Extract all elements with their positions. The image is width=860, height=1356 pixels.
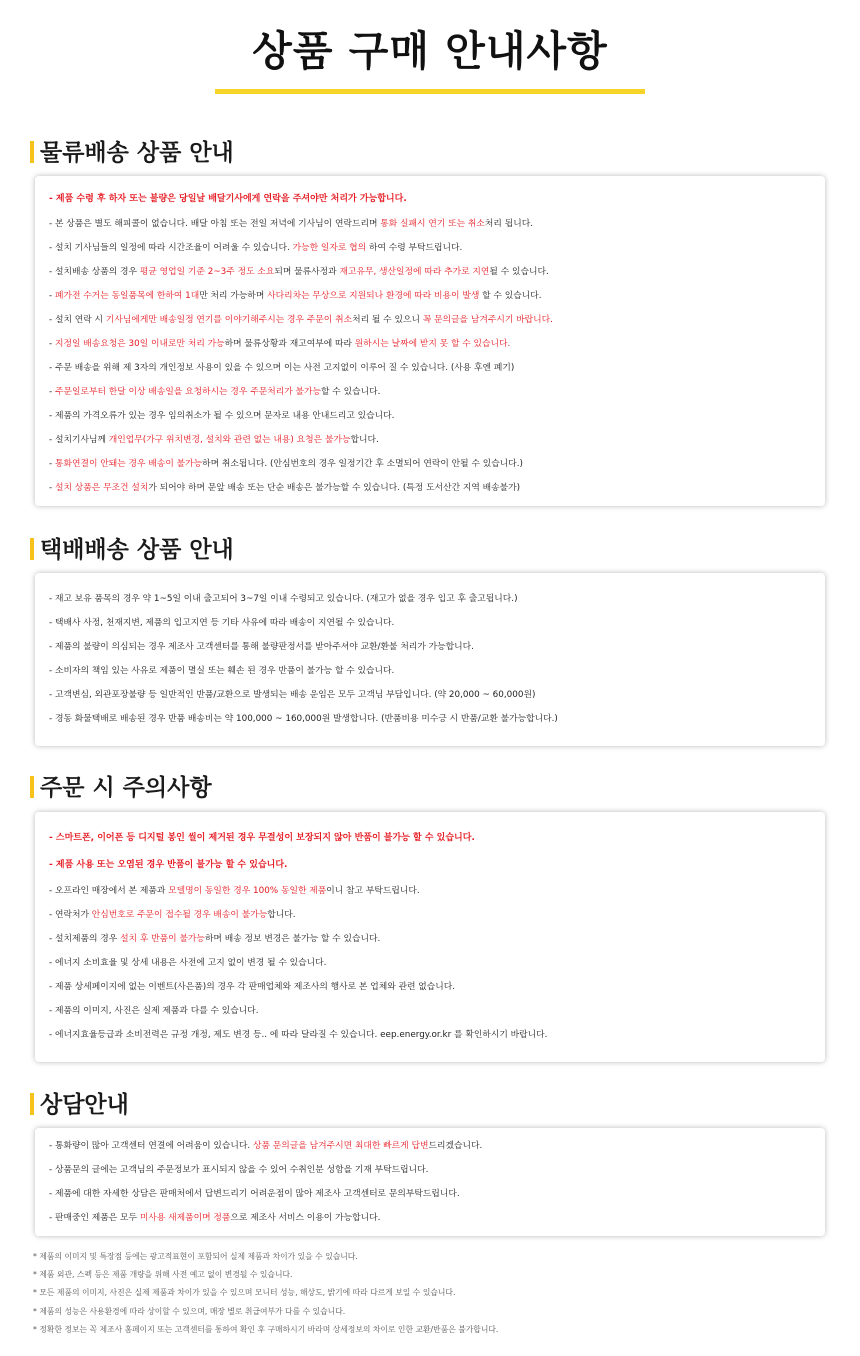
- line-text: 으로 제조사 서비스 이용이 가능합니다.: [230, 1213, 381, 1223]
- line-text: - 제품의 가격오류가 있는 경우 임의취소가 될 수 있으며 문자로 내용 안내드리고 있습니다.: [49, 411, 395, 421]
- line-text: -: [49, 459, 55, 469]
- line-text: - 재고 보유 품목의 경우 약 1~5일 이내 출고되어 3~7일 이내 수령되고 있습니다. (재고가 없을 경우 입고 후 출고됩니다.): [49, 594, 518, 604]
- highlight-text: 설치 상품은 무조건 설치: [54, 483, 149, 493]
- line-text: 드리겠습니다.: [428, 1141, 483, 1151]
- footnote-item: * 제품의 성능은 사용환경에 따라 상이할 수 있으며, 매장 별로 취급여부가 다를 수 있습니다.: [33, 1306, 346, 1316]
- notice-line: [49, 1134, 825, 1158]
- line-text: 이니 참고 부탁드립니다.: [326, 886, 420, 896]
- highlight-text: 미사용 새제품이며 정품: [139, 1213, 231, 1223]
- footnote-item: * 모든 제품의 이미지, 사진은 실제 제품과 차이가 있을 수 있으며 모니터 성능, 해상도, 밝기에 따라 다르게 보일 수 있습니다.: [33, 1288, 456, 1298]
- heading-bar: [30, 776, 34, 798]
- notice-line: [49, 284, 825, 308]
- line-text: - 판매중인 제품은 모두: [49, 1213, 140, 1223]
- section-heading-text: 물류배송 상품 안내: [40, 140, 234, 166]
- notice-line-emphasis: [49, 852, 825, 879]
- heading-bar: [30, 538, 34, 560]
- section-heading-parcel: [30, 535, 234, 565]
- highlight-text: 개인업무(가구 위치변경, 설치와 관련 없는 내용) 요청은 불가능: [108, 435, 351, 445]
- highlight-text: 안심번호로 주문이 접수될 경우 배송이 불가능: [91, 910, 268, 920]
- line-text: 처리 될 수 있으니: [352, 315, 423, 325]
- highlight-text: - 스마트폰, 이어폰 등 디지털 봉인 씰이 제거된 경우 무결성이 보장되지 않아 반품이 불가능 할 수 있습니다.: [49, 833, 475, 843]
- notice-line: [49, 308, 825, 332]
- footnotes: [33, 1248, 833, 1339]
- info-box-consultation: [35, 1128, 825, 1236]
- line-text: - 설치배송 상품의 경우: [49, 267, 140, 277]
- section-heading-text: 상담안내: [40, 1092, 129, 1118]
- highlight-text: 폐가전 수거는 동일품목에 한하여 1대: [54, 291, 200, 301]
- line-text: - 제품 상세페이지에 없는 이벤트(사은품)의 경우 각 판매업체와 제조사의 행사로 본 업체와 관련 없습니다.: [49, 982, 456, 992]
- highlight-text: 재고유무, 생산일정에 따라 추가로 지연: [339, 267, 490, 277]
- line-text: 합니다.: [267, 910, 296, 920]
- line-text: - 주문 배송을 위해 제 3자의 개인정보 사용이 있을 수 있으며 이는 사전 고지없이 이루어 질 수 있습니다. (사용 후엔 폐기): [49, 363, 515, 373]
- section-heading-text: 주문 시 주의사항: [40, 775, 212, 801]
- line-text: - 제품의 불량이 의심되는 경우 제조사 고객센터를 통해 불량판정서를 받아주셔야 교환/환불 처리가 가능합니다.: [49, 642, 474, 652]
- notice-line: [49, 927, 825, 951]
- highlight-text: 평균 영업일 기준 2~3주 정도 소요: [139, 267, 275, 277]
- line-text: - 연락처가: [49, 910, 92, 920]
- line-text: 하며 취소됩니다. (안심번호의 경우 일정기간 후 소멸되어 연락이 안될 수 있습니다.): [202, 459, 523, 469]
- highlight-text: 원하시는 날짜에 받지 못 할 수 있습니다.: [354, 339, 511, 349]
- section-heading-text: 택배배송 상품 안내: [40, 537, 234, 563]
- highlight-text: 사다리차는 무상으로 지원되나 환경에 따라 비용이 발생: [267, 291, 480, 301]
- line-text: - 소비자의 책임 있는 사유로 제품이 멸실 또는 훼손 된 경우 반품이 불가능 할 수 있습니다.: [49, 666, 395, 676]
- footnote-item: * 정확한 정보는 꼭 제조사 홈페이지 또는 고객센터를 통하여 확인 후 구매하시기 바라며 상세정보의 차이로 인한 교환/반품은 불가합니다.: [33, 1324, 499, 1334]
- highlight-text: 모델명이 동일한 경우 100% 동일한 제품: [168, 886, 327, 896]
- line-text: 될 수 있습니다.: [489, 267, 549, 277]
- line-text: - 에너지 소비효율 및 상세 내용은 사전에 고지 없이 변경 될 수 있습니다.: [49, 958, 327, 968]
- notice-line: [49, 260, 825, 284]
- line-text: 하며 물류상황과 재고여부에 따라: [224, 339, 355, 349]
- line-text: - 상품문의 글에는 고객님의 주문정보가 표시되지 않을 수 있어 수취인분 성함을 기재 부탁드립니다.: [49, 1165, 429, 1175]
- notice-line: [49, 587, 825, 611]
- notice-line: [49, 999, 825, 1023]
- line-text: - 오프라인 매장에서 본 제품과: [49, 886, 169, 896]
- notice-line: [49, 707, 825, 731]
- line-text: - 설치제품의 경우: [49, 934, 121, 944]
- notice-line: [49, 404, 825, 428]
- highlight-text: 상품 문의글을 남겨주시면 최대한 빠르게 답변: [253, 1141, 429, 1151]
- line-list: [49, 825, 825, 1047]
- line-text: 처리 됩니다.: [484, 219, 534, 229]
- notice-line: [49, 1182, 825, 1206]
- page-title: 상품 구매 안내사항: [252, 27, 608, 75]
- info-box-parcel: [35, 573, 825, 746]
- line-text: - 통화량이 많아 고객센터 연결에 어려움이 있습니다.: [49, 1141, 253, 1151]
- line-text: 하여 수령 부탁드립니다.: [366, 243, 463, 253]
- notice-line-emphasis: [49, 186, 825, 212]
- notice-line: [49, 236, 825, 260]
- line-text: 만 처리 가능하며: [199, 291, 268, 301]
- section-heading-logistics: [30, 138, 234, 168]
- line-text: - 고객변심, 외관포장불량 등 일반적인 반품/교환으로 발생되는 배송 운임은 모두 고객님 부담입니다. (약 20,000 ~ 60,000원): [49, 690, 536, 700]
- notice-line: [49, 452, 825, 476]
- highlight-text: 가능한 일자로 협의: [292, 243, 367, 253]
- line-list: [49, 587, 825, 731]
- line-text: 되며 물류사정과: [274, 267, 340, 277]
- line-text: -: [49, 387, 55, 397]
- info-box-order-cautions: [35, 812, 825, 1062]
- line-text: 합니다.: [350, 435, 379, 445]
- highlight-text: - 제품 수령 후 하자 또는 불량은 당일날 배달기사에게 연락을 주셔야만 처리가 가능합니다.: [49, 194, 407, 204]
- notice-line: [49, 879, 825, 903]
- info-box-logistics: [35, 176, 825, 506]
- section-heading-consultation: [30, 1090, 129, 1120]
- line-text: - 경동 화물택배로 배송된 경우 반품 배송비는 약 100,000 ~ 160,000원 발생합니다. (반품비용 미수긍 시 반품/교환 불가능합니다.): [49, 714, 558, 724]
- line-text: - 설치 연락 시: [49, 315, 106, 325]
- notice-line: [49, 903, 825, 927]
- notice-line: [49, 356, 825, 380]
- heading-bar: [30, 1093, 34, 1115]
- notice-line-emphasis: [49, 825, 825, 852]
- line-text: - 제품에 대한 자세한 상담은 판매처에서 답변드리기 어려운점이 많아 제조사 고객센터로 문의부탁드립니다.: [49, 1189, 460, 1199]
- line-text: - 설치기사님께: [49, 435, 109, 445]
- line-text: 하며 배송 정보 변경은 불가능 할 수 있습니다.: [204, 934, 381, 944]
- line-list: [49, 1134, 825, 1230]
- line-text: - 설치 기사님들의 일정에 따라 시간조율이 어려울 수 있습니다.: [49, 243, 293, 253]
- line-text: 할 수 있습니다.: [321, 387, 381, 397]
- section-heading-order-cautions: [30, 773, 212, 803]
- notice-line: [49, 428, 825, 452]
- highlight-text: 통화연결이 안돼는 경우 배송이 불가능: [54, 459, 203, 469]
- notice-line: [49, 683, 825, 707]
- line-text: 가 되어야 하며 문앞 배송 또는 단순 배송은 불가능할 수 있습니다. (특정 도서산간 지역 배송불가): [148, 483, 521, 493]
- highlight-text: 꼭 문의글을 남겨주시기 바랍니다.: [422, 315, 553, 325]
- notice-line: [49, 975, 825, 999]
- notice-line: [49, 659, 825, 683]
- highlight-text: 주문일로부터 한달 이상 배송일을 요청하시는 경우 주문처리가 불가능: [54, 387, 321, 397]
- highlight-text: 설치 후 반품이 불가능: [120, 934, 205, 944]
- line-list: [49, 186, 825, 500]
- line-text: - 에너지효율등급과 소비전력은 규정 개정, 제도 변경 등.. 에 따라 달라질 수 있습니다. eep.energy.or.kr 를 확인하시기 바랍니다.: [49, 1030, 548, 1040]
- highlight-text: 통화 실패시 연기 또는 취소: [380, 219, 485, 229]
- line-text: - 택배사 사정, 천재지변, 제품의 입고지연 등 기타 사유에 따라 배송이 지연될 수 있습니다.: [49, 618, 395, 628]
- highlight-text: 지정일 배송요청은 30일 이내로만 처리 가능: [54, 339, 225, 349]
- line-text: -: [49, 291, 55, 301]
- notice-line: [49, 476, 825, 500]
- line-text: - 본 상품은 별도 해피콜이 없습니다. 배달 아침 또는 전일 저녁에 기사님이 연락드리며: [49, 219, 381, 229]
- line-text: -: [49, 339, 55, 349]
- notice-line: [49, 635, 825, 659]
- notice-line: [49, 212, 825, 236]
- notice-line: [49, 1158, 825, 1182]
- notice-line: [49, 380, 825, 404]
- highlight-text: 기사님에게만 배송일정 연기를 이야기해주시는 경우 주문이 취소: [105, 315, 353, 325]
- highlight-text: - 제품 사용 또는 오염된 경우 반품이 불가능 할 수 있습니다.: [49, 860, 288, 870]
- title-underline: [215, 89, 645, 94]
- notice-line: [49, 951, 825, 975]
- notice-line: [49, 611, 825, 635]
- footnote-item: * 제품 외관, 스펙 등은 제품 개량을 위해 사전 예고 없이 변경될 수 있습니다.: [33, 1270, 293, 1280]
- notice-line: [49, 1023, 825, 1047]
- line-text: 할 수 있습니다.: [479, 291, 542, 301]
- line-text: - 제품의 이미지, 사진은 실제 제품과 다를 수 있습니다.: [49, 1006, 259, 1016]
- line-text: -: [49, 483, 55, 493]
- heading-bar: [30, 141, 34, 163]
- footnote-item: * 제품의 이미지 및 특장점 등에는 광고적표현이 포함되어 실제 제품과 차이가 있을 수 있습니다.: [33, 1252, 358, 1261]
- notice-line: [49, 1206, 825, 1230]
- notice-line: [49, 332, 825, 356]
